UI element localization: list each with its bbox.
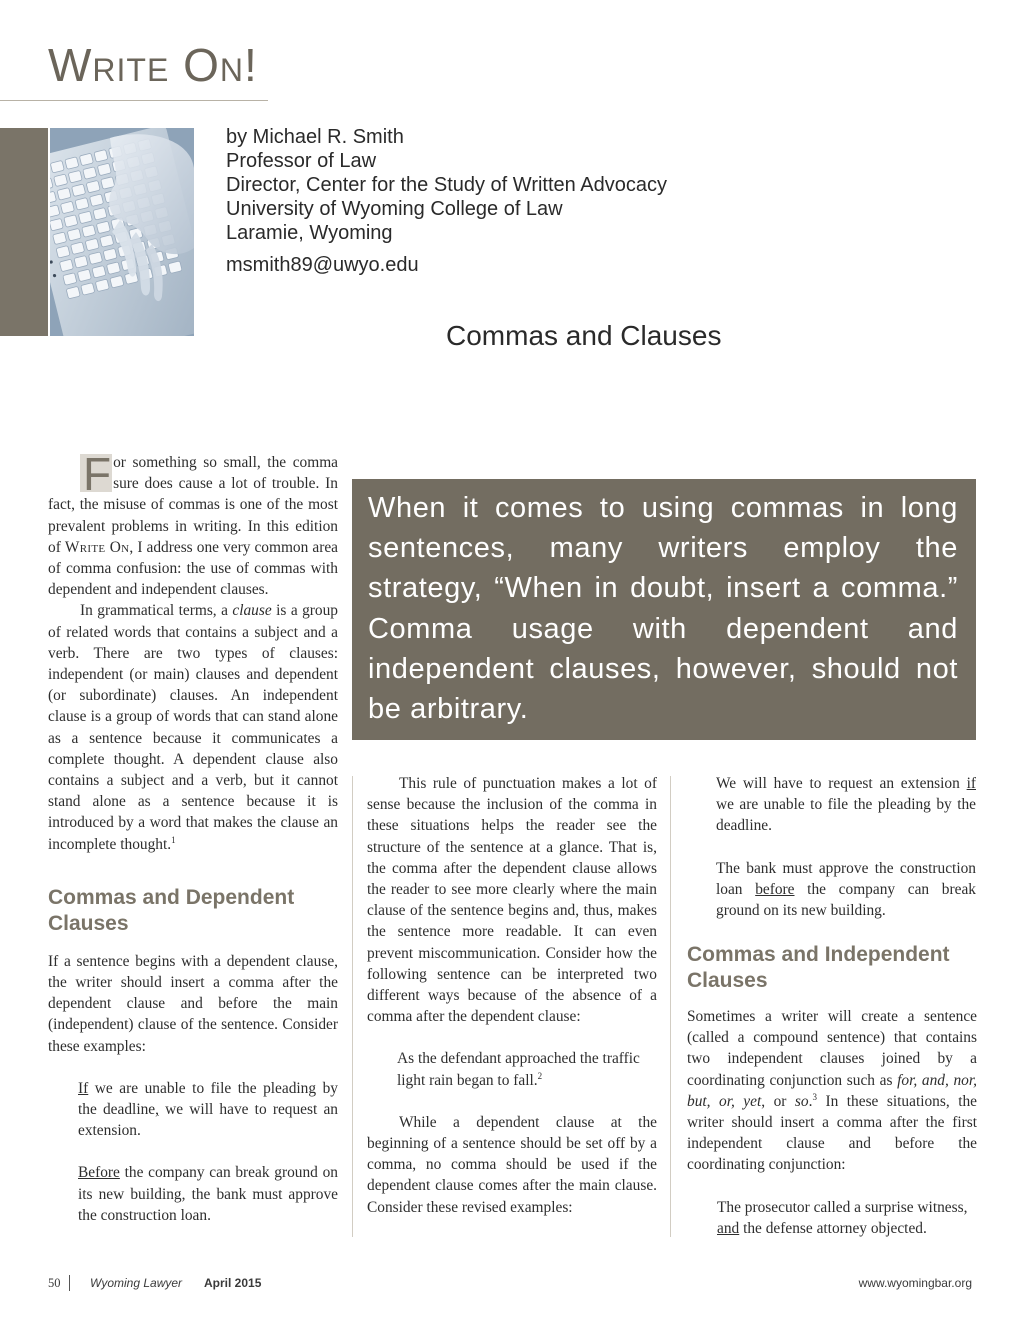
ex1-text-b: we will have to request an extension. xyxy=(78,1101,338,1140)
example-if xyxy=(78,1078,338,1142)
dependent-rule-paragraph: If a sentence begins with a dependent clause, the writer should insert a comma after the dependent clause and before the main (independent) clause of the sentence. Consider these examples: xyxy=(48,952,338,1055)
section-title: Write On! xyxy=(48,39,258,91)
footnote-ref-3: 3 xyxy=(812,1091,817,1102)
intro-text: or something so small, the comma sure does cause a lot of trouble. In fact, the misuse of commas is one of the most prevalent problems in writing. In this edition of xyxy=(48,454,338,556)
rex2-underlined: before xyxy=(755,880,795,898)
example-traffic-light xyxy=(397,1048,657,1090)
page-footer xyxy=(0,1272,1024,1294)
column-divider-left xyxy=(352,776,353,1237)
rex1-text-a: We will have to request an extension xyxy=(716,775,967,792)
rex1-text-b: we are unable to file the pleading by the deadline. xyxy=(716,796,976,835)
ex2-text-b: the bank must approve the construction loan. xyxy=(78,1185,338,1224)
page-number: 50 xyxy=(48,1276,61,1290)
rex3-comma: , xyxy=(963,1198,968,1216)
subhead-independent-clauses: Commas and Independent Clauses xyxy=(687,943,950,992)
author-role: Professor of Law xyxy=(226,150,377,172)
example-before-revised xyxy=(716,858,976,922)
left-column xyxy=(48,448,339,1226)
right-column xyxy=(716,773,976,921)
magazine-name: Wyoming Lawyer xyxy=(90,1276,183,1290)
author-title: Director, Center for the Study of Written Advocacy xyxy=(226,174,667,196)
rex3-text-b: the defense attorney objected. xyxy=(739,1219,927,1237)
readability-paragraph: This rule of punctuation makes a lot of sense because the inclusion of the comma in these situations helps the reader see the structure of the sentence at a glance. That is, the comma after the dependent clause allows the reader to see more clearly where the main clause of the sentence begins and, thus, makes the sentence more readable. It can even prevent miscommunication. Consider how the following sentence can be interpreted two different ways because of the absence of a comma after the dependent clause: xyxy=(367,775,657,1026)
ex1-text-a: we are unable to file the pleading by the deadline xyxy=(78,1079,338,1119)
column-divider-right xyxy=(670,776,671,1237)
keyboard-photo xyxy=(50,128,194,336)
rex3-underlined: and xyxy=(717,1219,740,1237)
ind-conjunctions: for, and, nor, but, or, yet xyxy=(687,1071,977,1110)
clause-definition-paragraph xyxy=(48,600,338,854)
rex3-text-a: The prosecutor called a surprise witness xyxy=(717,1198,964,1216)
ex1-comma: , xyxy=(155,1101,159,1119)
example-prosecutor xyxy=(717,1197,977,1239)
ind-text-a: Sometimes a writer will create a sentence (called a compound sentence) that contains two independent clauses joined by a coordinating conjunction such as xyxy=(687,1008,977,1089)
footnote-ref-1: 1 xyxy=(171,834,176,845)
rex2-text-b: the company can break ground on its new building. xyxy=(716,880,976,920)
independent-rule-paragraph xyxy=(687,1006,977,1176)
pull-quote xyxy=(352,479,976,740)
author-email: msmith89@uwyo.edu xyxy=(226,254,419,276)
right-column-lower xyxy=(687,942,977,1239)
title-divider xyxy=(0,100,268,101)
author-byline: by Michael R. Smith xyxy=(226,126,404,148)
ind-period: . xyxy=(808,1092,813,1110)
author-institution: University of Wyoming College of Law xyxy=(226,198,563,220)
website-link[interactable]: www.wyomingbar.org xyxy=(858,1276,972,1290)
ind-conjunction-so: so xyxy=(794,1092,809,1110)
example-if-revised xyxy=(716,773,976,837)
dependent-after-paragraph: While a dependent clause at the beginning of a sentence should be set off by a comma, no comma should be used if the dependent clause comes after the main clause. Consider these revised examples: xyxy=(367,1113,657,1216)
p2-emphasis: clause xyxy=(232,602,272,620)
intro-text-end: , I address one very common area of comma confusion: the use of commas with dependent and independent clauses. xyxy=(48,538,339,599)
footnote-ref-2: 2 xyxy=(537,1070,543,1081)
rex2-text-a: The bank must approve the construction loan xyxy=(716,859,976,898)
author-location: Laramie, Wyoming xyxy=(226,222,393,244)
pull-quote-text: When it comes to using commas in long sentences, many writers employ the strategy, “When in doubt, insert a comma.” Comma usage with dependent and independent clauses, however, should not be arbitrary. xyxy=(368,492,958,726)
ex2-comma: , xyxy=(181,1185,186,1203)
rex1-underlined: if xyxy=(966,775,976,792)
drop-cap: F xyxy=(80,454,112,492)
side-accent-bar xyxy=(0,128,48,336)
p2-text-b: is a group of related words that contains a subject and a verb. There are two types of clauses: independent (or main) clauses and dependent (or subordinate) clauses. An independent clause is a group of words that can stand alone as a sentence because it communicates a complete thought. A dependent clause also contains a subject and a verb, but it cannot stand alone as a sentence because it is introduced by a word that makes the clause an incomplete thought. xyxy=(48,602,339,853)
ex1-underlined: If xyxy=(78,1079,89,1097)
p2-text-a: In grammatical terms, a xyxy=(80,602,233,620)
subhead-dependent-clauses: Commas and Dependent Clauses xyxy=(48,885,295,935)
author-block xyxy=(226,125,667,277)
ind-text-d: In these situations, the writer should insert a comma after the first independent clause and before the coordinating conjunction: xyxy=(687,1092,978,1174)
ind-text-b: , or xyxy=(761,1092,795,1110)
middle-column xyxy=(367,773,657,1218)
intro-magazine-name: Write On xyxy=(64,538,130,556)
traffic-example-text: As the defendant approached the traffic light rain began to fall. xyxy=(397,1050,640,1089)
intro-paragraph xyxy=(48,448,339,600)
example-before xyxy=(78,1162,338,1226)
footer-separator xyxy=(69,1275,70,1291)
ex2-text-a: the company can break ground on its new building xyxy=(78,1164,338,1203)
issue-date: April 2015 xyxy=(204,1276,262,1290)
ex2-underlined: Before xyxy=(78,1164,120,1182)
article-title: Commas and Clauses xyxy=(446,320,722,351)
